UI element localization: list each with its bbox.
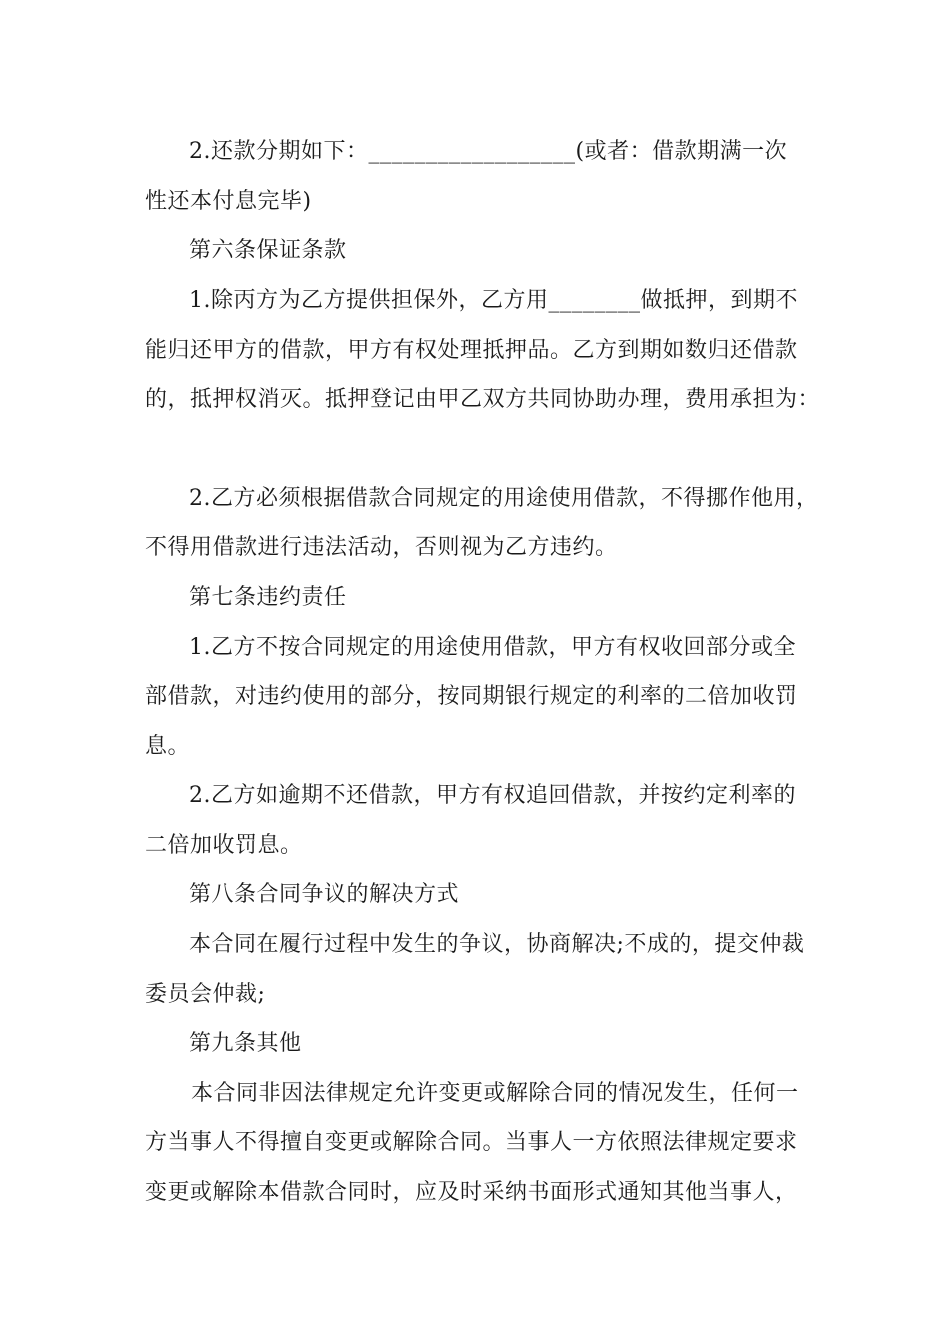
clause-5-item-2-line-2: 性还本付息完毕) — [145, 189, 312, 214]
clause-8-body-line-2: 委员会仲裁; — [145, 982, 266, 1007]
clause-9-heading: 第九条其他 — [189, 1031, 302, 1056]
clause-8-heading: 第八条合同争议的解决方式 — [189, 882, 460, 907]
clause-9-body-line-3: 变更或解除本借款合同时，应及时采纳书面形式通知其他当事人， — [145, 1180, 798, 1205]
clause-7-item-1-line-2: 部借款，对违约使用的部分，按同期银行规定的利率的二倍加收罚 — [145, 684, 798, 709]
clause-6-item-2-line-2: 不得用借款进行违法活动，否则视为乙方违约。 — [145, 535, 618, 560]
clause-8-body-line-1: 本合同在履行过程中发生的争议，协商解决;不成的，提交仲裁 — [189, 932, 805, 957]
clause-6-heading: 第六条保证条款 — [189, 238, 347, 263]
clause-7-item-1-line-3: 息。 — [145, 734, 191, 759]
clause-6-item-1-line-2: 能归还甲方的借款，甲方有权处理抵押品。乙方到期如数归还借款 — [145, 338, 798, 363]
clause-7-item-1-line-1: 1.乙方不按合同规定的用途使用借款，甲方有权收回部分或全 — [189, 635, 796, 660]
clause-5-item-2-line-1: 2.还款分期如下：__________________(或者：借款期满一次 — [189, 139, 788, 164]
clause-6-item-1-line-1: 1.除丙方为乙方提供担保外，乙方用________做抵押，到期不 — [189, 288, 798, 313]
clause-9-body-line-1: 本合同非因法律规定允许变更或解除合同的情况发生，任何一 — [191, 1081, 799, 1106]
clause-9-body-line-2: 方当事人不得擅自变更或解除合同。当事人一方依照法律规定要求 — [145, 1130, 798, 1155]
clause-6-item-1-line-3: 的，抵押权消灭。抵押登记由甲乙双方共同协助办理，费用承担为： — [145, 387, 821, 412]
clause-7-item-2-line-2: 二倍加收罚息。 — [145, 833, 303, 858]
clause-7-heading: 第七条违约责任 — [189, 585, 347, 610]
clause-7-item-2-line-1: 2.乙方如逾期不还借款，甲方有权追回借款，并按约定利率的 — [189, 783, 796, 808]
clause-6-item-2-line-1: 2.乙方必须根据借款合同规定的用途使用借款，不得挪作他用， — [189, 486, 819, 511]
